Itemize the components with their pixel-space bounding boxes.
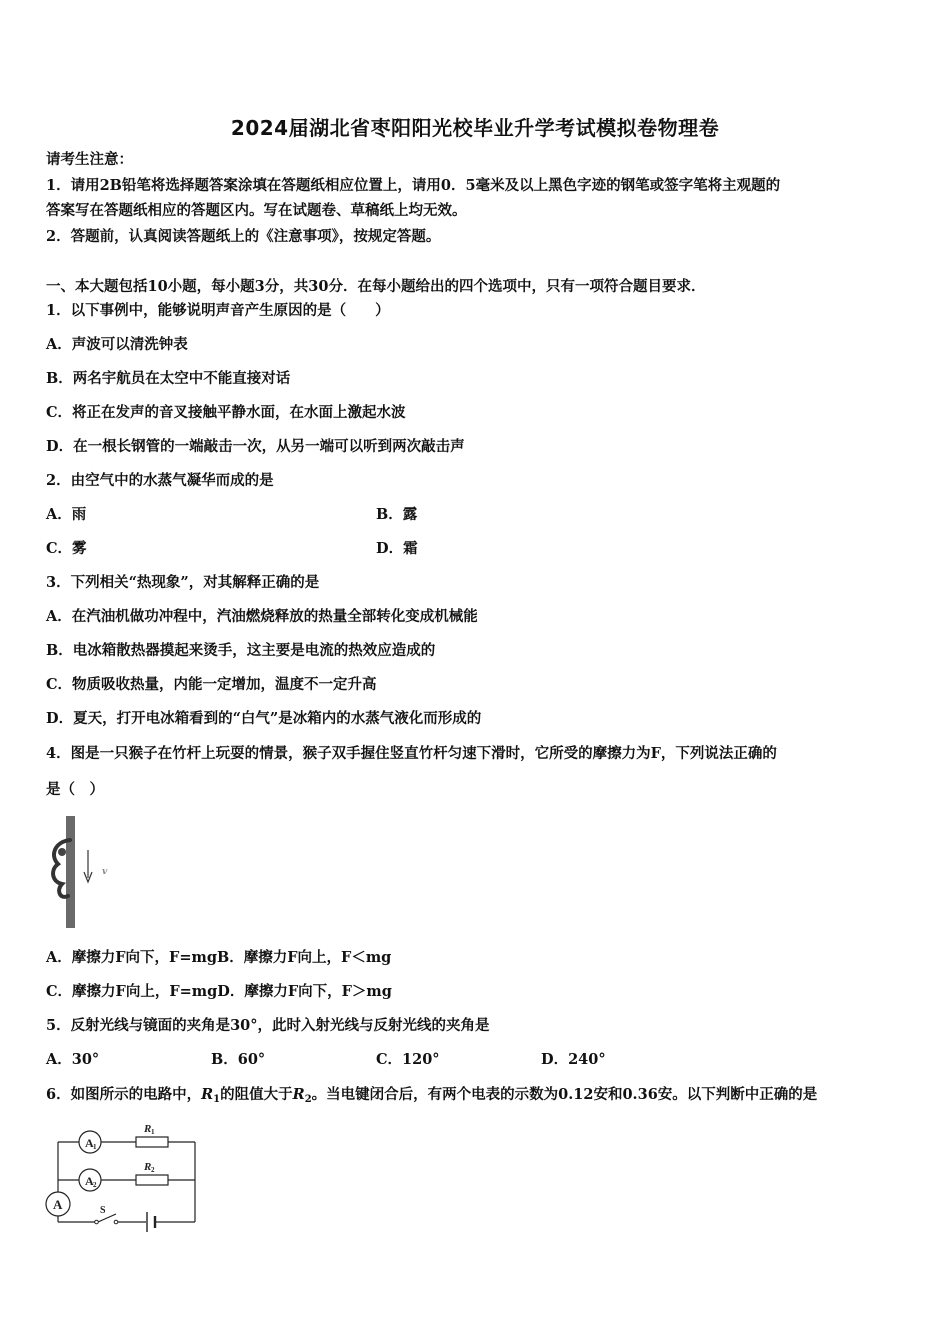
- question-3-option-c: C．物质吸收热量，内能一定增加，温度不一定升高: [46, 676, 377, 693]
- bamboo-pole: [66, 816, 75, 928]
- resistor-r1-label: R: [144, 1123, 152, 1135]
- section-heading: 一、本大题包括10小题，每小题3分，共30分．在每小题给出的四个选项中，只有一项符合题目要求．: [46, 278, 706, 295]
- resistor-r2: [136, 1175, 168, 1185]
- question-5-option-a: A．30°: [46, 1051, 100, 1068]
- question-5-option-d: D．240°: [541, 1051, 606, 1068]
- question-2-option-b: B．露: [376, 506, 418, 523]
- monkey-on-pole-figure: [40, 812, 120, 932]
- ammeter-a2-label: A: [85, 1174, 94, 1188]
- r2-symbol: R: [292, 1086, 305, 1103]
- switch-contact: [114, 1220, 118, 1224]
- resistor-r1: [136, 1137, 168, 1147]
- notice-item-1-cont: 答案写在答题纸相应的答题区内。写在试题卷、草稿纸上均无效。: [46, 202, 467, 219]
- notice-item-1: 1．请用2B铅笔将选择题答案涂填在答题纸相应位置上，请用0．5毫米及以上黑色字迹的钢笔或签字笔将主观题的: [46, 177, 781, 194]
- question-2-option-d: D．霜: [376, 540, 418, 557]
- question-3-stem: 3．下列相关“热现象”，对其解释正确的是: [46, 574, 320, 591]
- ammeter-a1-label: A: [85, 1136, 94, 1150]
- question-1-option-a: A．声波可以清洗钟表: [46, 336, 188, 353]
- question-1-option-d: D．在一根长钢管的一端敲击一次，从另一端可以听到两次敲击声: [46, 438, 465, 455]
- question-6-stem-a: 6．如图所示的电路中，: [46, 1086, 202, 1103]
- r2-subscript: 2: [304, 1094, 312, 1105]
- question-2-option-a: A．雨: [46, 506, 87, 523]
- resistor-r2-label: R: [144, 1161, 152, 1173]
- question-6-stem-c: 。当电键闭合后，有两个电表的示数为0.12安和0.36安。以下判断中正确的是: [311, 1086, 818, 1103]
- ammeter-a2-sub: 2: [93, 1181, 97, 1189]
- switch-pivot: [95, 1220, 99, 1224]
- question-4-options-ab: A．摩擦力F向下，F=mgB．摩擦力F向上，F＜mg: [46, 949, 392, 966]
- ammeter-a1-sub: 1: [93, 1143, 97, 1151]
- question-6-stem-b: 的阻值大于: [220, 1086, 293, 1103]
- question-1-stem: 1．以下事例中，能够说明声音产生原因的是（ ）: [46, 302, 390, 319]
- switch-label: S: [100, 1205, 106, 1216]
- notice-item-2: 2．答题前，认真阅读答题纸上的《注意事项》，按规定答题。: [46, 228, 441, 245]
- question-5-option-b: B．60°: [211, 1051, 266, 1068]
- resistor-r1-sub: 1: [151, 1128, 155, 1136]
- velocity-label: v: [102, 867, 108, 877]
- notice-heading: 请考生注意：: [46, 151, 133, 168]
- page-title: 2024届湖北省枣阳阳光校毕业升学考试模拟卷物理卷: [230, 116, 720, 140]
- question-5-stem: 5．反射光线与镜面的夹角是30°，此时入射光线与反射光线的夹角是: [46, 1017, 490, 1034]
- question-3-option-d: D．夏天，打开电冰箱看到的“白气”是冰箱内的水蒸气液化而形成的: [46, 710, 482, 727]
- monkey-head: [58, 848, 66, 856]
- question-5-option-c: C．120°: [376, 1051, 440, 1068]
- r1-symbol: R: [201, 1086, 214, 1103]
- question-2-stem: 2．由空气中的水蒸气凝华而成的是: [46, 472, 274, 489]
- r1-subscript: 1: [213, 1094, 221, 1105]
- question-1-option-c: C．将正在发声的音叉接触平静水面，在水面上激起水波: [46, 404, 406, 421]
- circuit-diagram: [40, 1118, 210, 1234]
- question-6-stem: [46, 1085, 817, 1110]
- question-4-stem: 4．图是一只猴子在竹杆上玩耍的情景，猴子双手握住竖直竹杆匀速下滑时，它所受的摩擦力为F，下列说法正确的: [46, 745, 777, 762]
- question-3-option-a: A．在汽油机做功冲程中，汽油燃烧释放的热量全部转化变成机械能: [46, 608, 478, 625]
- question-4-stem-cont: 是（ ）: [46, 781, 104, 798]
- question-4-options-cd: C．摩擦力F向上，F=mgD．摩擦力F向下，F＞mg: [46, 983, 392, 1000]
- question-1-option-b: B．两名宇航员在太空中不能直接对话: [46, 370, 291, 387]
- resistor-r2-sub: 2: [151, 1166, 155, 1174]
- ammeter-main-label: A: [53, 1197, 63, 1212]
- question-3-option-b: B．电冰箱散热器摸起来烫手，这主要是电流的热效应造成的: [46, 642, 436, 659]
- question-2-option-c: C．雾: [46, 540, 87, 557]
